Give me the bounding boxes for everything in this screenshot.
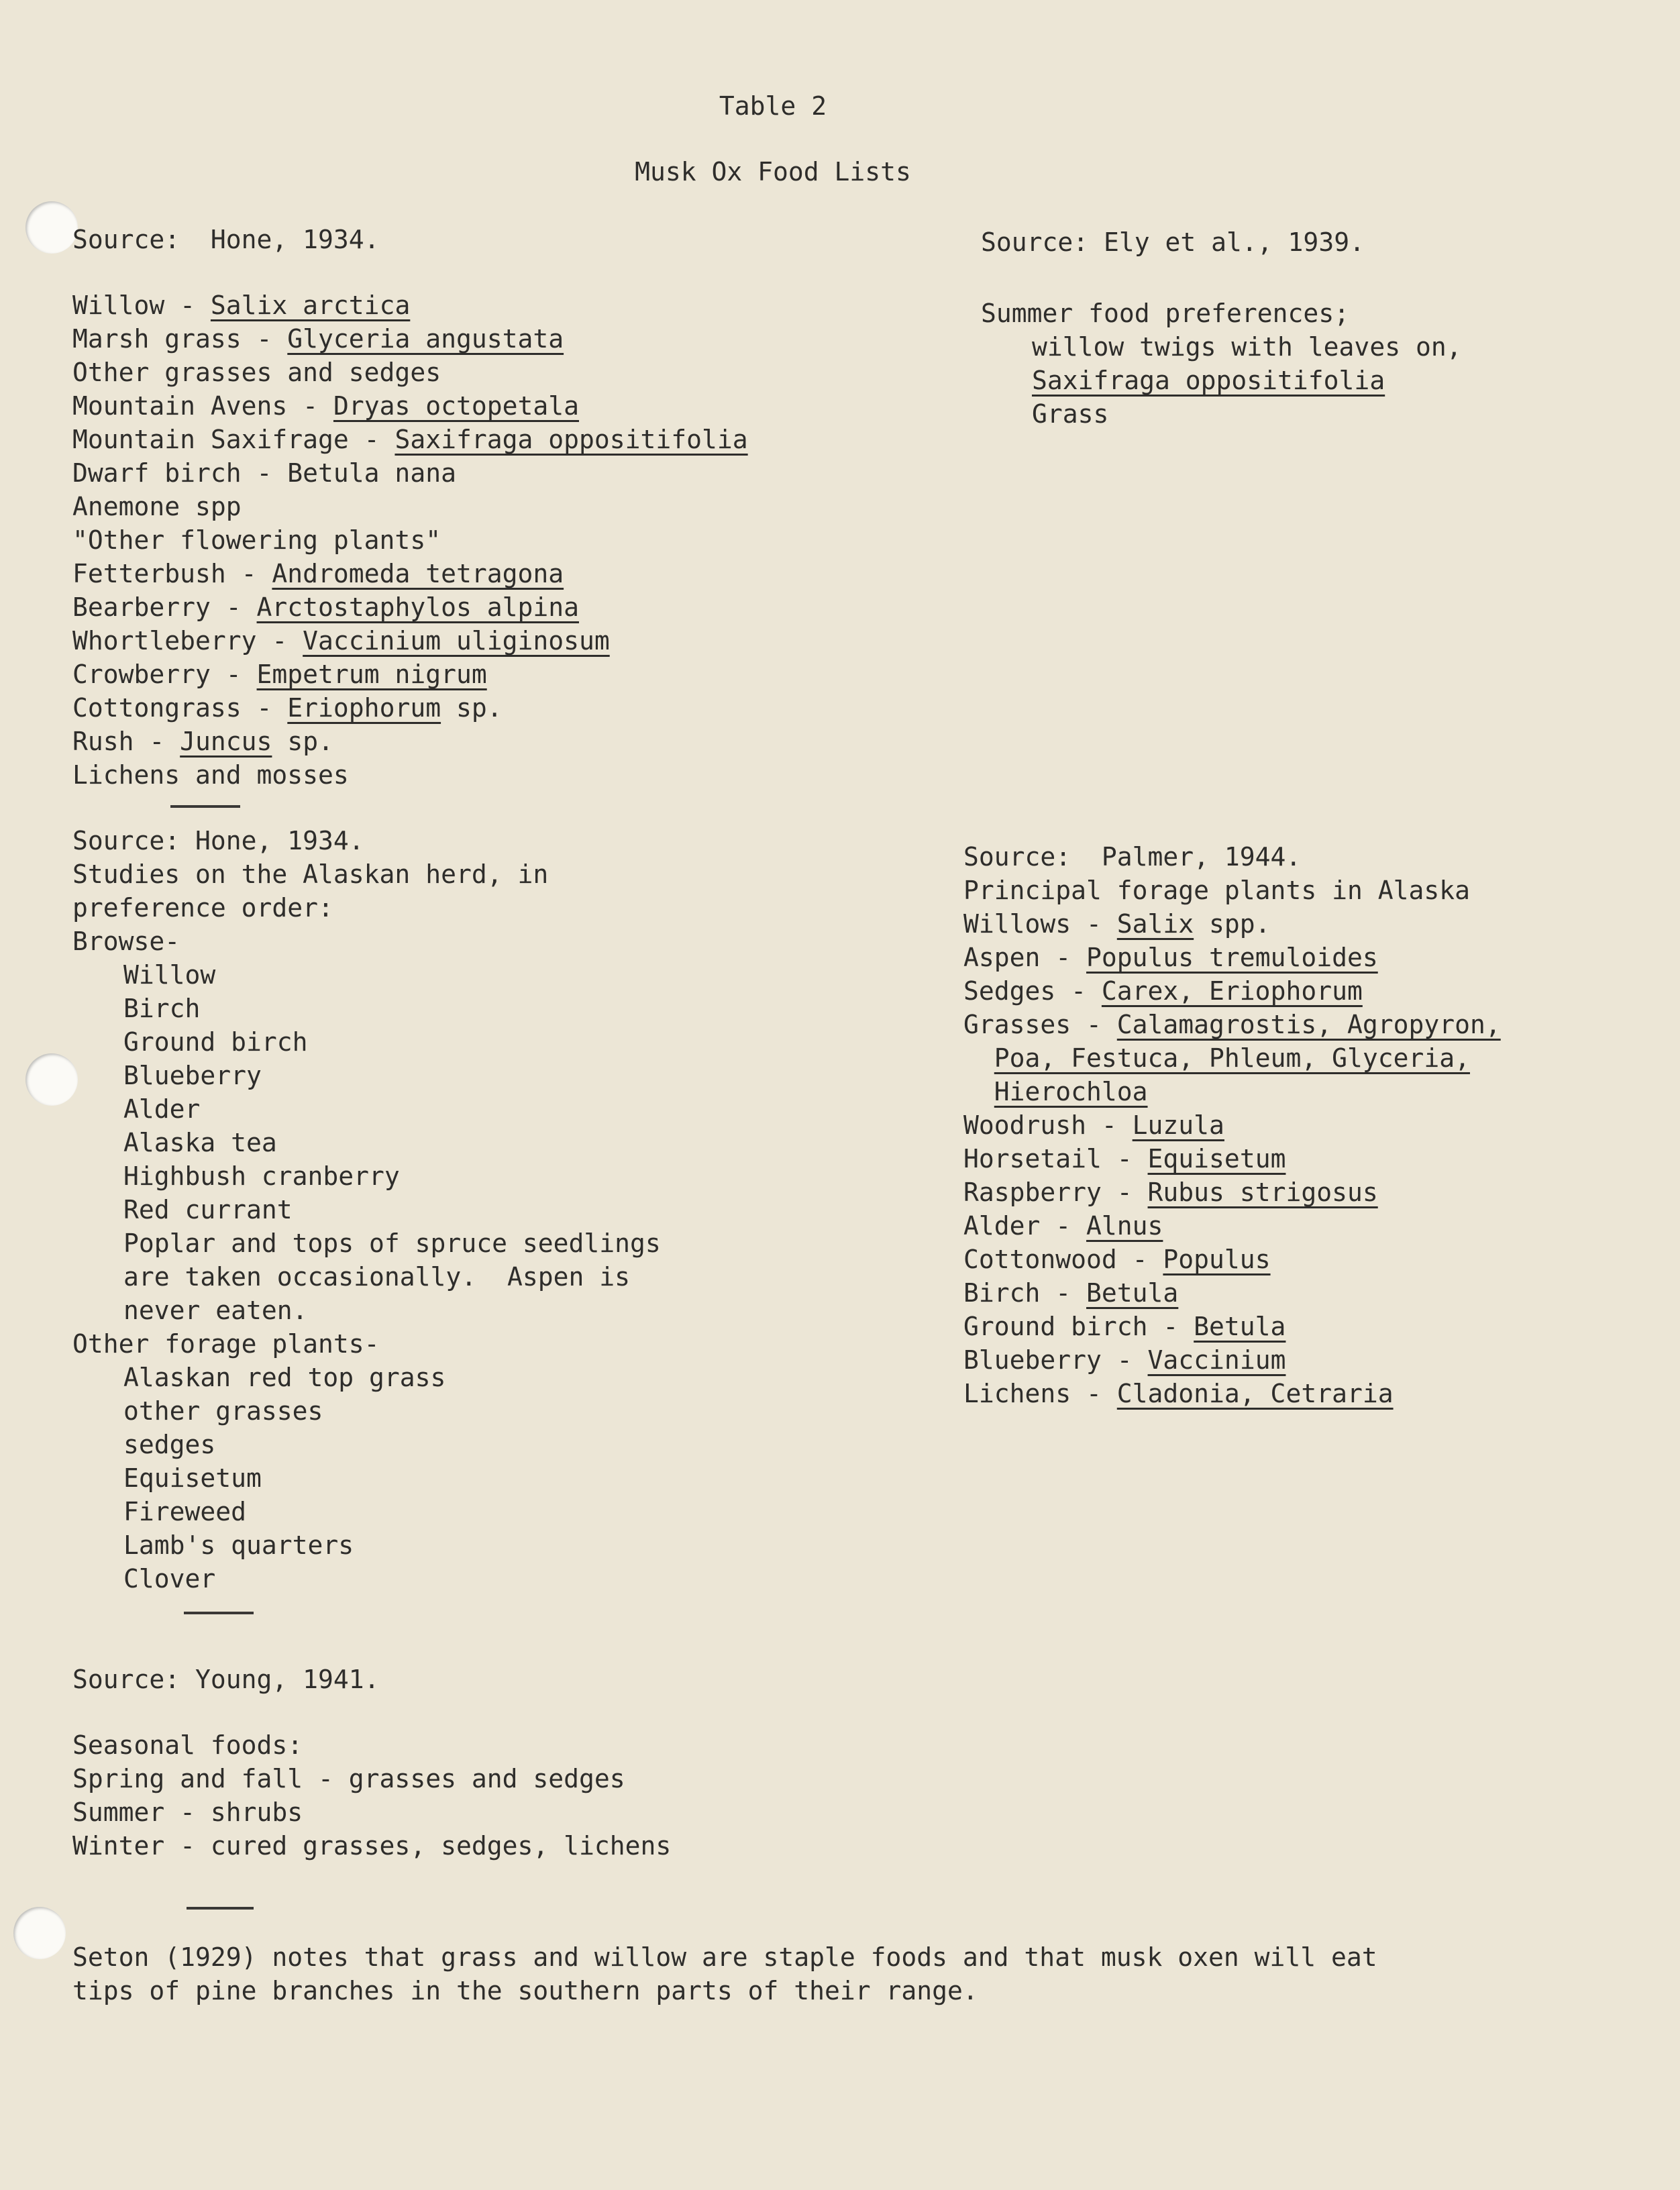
browse-item: Blueberry [123, 1061, 262, 1090]
plant-scientific-name: Andromeda tetragona [272, 559, 564, 588]
ely-1939-heading: Summer food preferences; [981, 299, 1350, 328]
plant-common-name: Willow - [72, 291, 211, 320]
plant-scientific-name: Betula [1086, 1278, 1179, 1308]
young-1941-source: Source: Young, 1941. [72, 1665, 380, 1694]
food-list-item [963, 1008, 1501, 1041]
section-divider [170, 805, 240, 808]
food-list-item [963, 1108, 1224, 1142]
food-list-item [72, 456, 456, 490]
food-list-item [963, 974, 1363, 1008]
food-list-item [963, 1310, 1285, 1343]
plant-common-name: Whortleberry - [72, 626, 303, 656]
plant-common-name: Aspen - [963, 943, 1087, 972]
plant-common-name: Anemone spp [72, 492, 242, 521]
forage-item: Clover [123, 1564, 216, 1594]
plant-scientific-name: Empetrum nigrum [256, 660, 487, 689]
plant-common-name: Alder - [963, 1211, 1087, 1241]
plant-common-name: Horsetail - [963, 1144, 1148, 1174]
food-list-item [72, 389, 579, 423]
browse-item: never eaten. [123, 1296, 308, 1325]
section-divider [187, 1907, 254, 1910]
plant-common-name: Marsh grass - [72, 324, 288, 354]
plant-scientific-name: Betula [1194, 1312, 1286, 1341]
plant-scientific-name: Glyceria angustata [287, 324, 564, 354]
food-list-item [963, 941, 1378, 974]
plant-scientific-name: Salix arctica [210, 291, 411, 320]
plant-suffix: sp. [272, 727, 333, 756]
plant-common-name: Cottongrass - [72, 693, 288, 723]
plant-suffix: sp. [441, 693, 503, 723]
plant-common-name: Sedges - [963, 976, 1102, 1006]
plant-scientific-name: Salix [1116, 909, 1194, 939]
plant-common-name: Lichens and mosses [72, 760, 349, 790]
food-list-item [72, 490, 242, 523]
ely-1939-line-1: willow twigs with leaves on, [1032, 332, 1462, 362]
young-1941-line: Summer - shrubs [72, 1797, 303, 1827]
hone-1934-b-intro-1: Studies on the Alaskan herd, in [72, 859, 549, 889]
plant-common-name: Ground birch - [963, 1312, 1194, 1341]
plant-common-name: Lichens - [963, 1379, 1117, 1408]
palmer-1944-source: Source: Palmer, 1944. [963, 842, 1302, 872]
browse-item: Birch [123, 994, 201, 1023]
plant-scientific-name: Saxifraga oppositifolia [395, 425, 748, 454]
plant-scientific-name: Populus [1163, 1245, 1271, 1274]
plant-common-name: Bearberry - [72, 592, 257, 622]
food-list-item [963, 1343, 1285, 1377]
plant-scientific-name: Eriophorum [287, 693, 441, 723]
plant-scientific-name: Dryas octopetala [333, 391, 579, 421]
plant-common-name: Other grasses and sedges [72, 358, 441, 387]
plant-scientific-name: Vaccinium [1147, 1345, 1286, 1375]
ely-1939-line-2: Saxifraga oppositifolia [1032, 366, 1385, 395]
plant-common-name: Fetterbush - [72, 559, 272, 588]
section-divider [184, 1612, 254, 1614]
food-list-item [72, 557, 564, 590]
plant-common-name: Cottonwood - [963, 1245, 1163, 1274]
food-list-item [72, 590, 579, 624]
food-list-item [72, 624, 610, 658]
punch-hole-bottom [13, 1907, 66, 1959]
browse-item: Ground birch [123, 1027, 308, 1057]
plant-scientific-name: Luzula [1132, 1110, 1224, 1140]
forage-item: Lamb's quarters [123, 1530, 354, 1560]
plant-scientific-name: Equisetum [1147, 1144, 1286, 1174]
browse-item: Alder [123, 1094, 201, 1124]
punch-hole-middle [25, 1053, 78, 1106]
food-list-item [72, 691, 503, 725]
plant-common-name: Rush - [72, 727, 180, 756]
food-list-item [963, 1075, 1148, 1108]
plant-common-name: Mountain Avens - [72, 391, 333, 421]
food-list-item [963, 1041, 1470, 1075]
food-list-item [72, 289, 410, 322]
food-list-item [72, 322, 564, 356]
seton-note-line-2: tips of pine branches in the southern parts of their range. [72, 1976, 978, 2005]
food-list-item [72, 356, 441, 389]
plant-common-name: Birch - [963, 1278, 1087, 1308]
plant-common-name [963, 1077, 994, 1106]
forage-item: other grasses [123, 1396, 323, 1426]
plant-scientific-name: Alnus [1086, 1211, 1163, 1241]
table-subtitle: Musk Ox Food Lists [635, 157, 911, 187]
plant-scientific-name: Cladonia, Cetraria [1116, 1379, 1394, 1408]
browse-item: are taken occasionally. Aspen is [123, 1262, 630, 1292]
food-list-item [72, 758, 349, 792]
hone-1934-b-intro-2: preference order: [72, 893, 333, 923]
punch-hole-top [25, 201, 78, 254]
food-list-item [963, 1276, 1178, 1310]
food-list-item [963, 1176, 1378, 1209]
plant-scientific-name: Arctostaphylos alpina [256, 592, 579, 622]
food-list-item [963, 1142, 1285, 1176]
palmer-1944-heading: Principal forage plants in Alaska [963, 876, 1470, 905]
plant-scientific-name: Populus tremuloides [1086, 943, 1378, 972]
plant-suffix: spp. [1194, 909, 1271, 939]
food-list-item [963, 907, 1271, 941]
hone-1934-a-source: Source: Hone, 1934. [72, 225, 380, 254]
browse-item: Highbush cranberry [123, 1161, 400, 1191]
other-forage-label: Other forage plants- [72, 1329, 380, 1359]
food-list-item [963, 1209, 1163, 1243]
plant-common-name: Grasses - [963, 1010, 1117, 1039]
ely-1939-source: Source: Ely et al., 1939. [981, 227, 1365, 257]
young-1941-line: Spring and fall - grasses and sedges [72, 1764, 625, 1793]
young-1941-heading: Seasonal foods: [72, 1730, 303, 1760]
browse-item: Willow [123, 960, 216, 990]
seton-note-line-1: Seton (1929) notes that grass and willow are staple foods and that musk oxen will eat [72, 1942, 1377, 1972]
browse-item: Poplar and tops of spruce seedlings [123, 1229, 661, 1258]
forage-item: Fireweed [123, 1497, 247, 1526]
plant-scientific-name: Calamagrostis, Agropyron, [1116, 1010, 1501, 1039]
browse-label: Browse- [72, 927, 180, 956]
plant-common-name: Crowberry - [72, 660, 257, 689]
food-list-item [963, 1243, 1271, 1276]
young-1941-line: Winter - cured grasses, sedges, lichens [72, 1831, 672, 1861]
food-list-item [72, 658, 487, 691]
plant-common-name [963, 1043, 994, 1073]
food-list-item [963, 1377, 1394, 1410]
food-list-item [72, 423, 748, 456]
plant-scientific-name: Rubus strigosus [1147, 1178, 1378, 1207]
plant-common-name: Raspberry - [963, 1178, 1148, 1207]
plant-scientific-name: Vaccinium uliginosum [303, 626, 610, 656]
plant-common-name: Blueberry - [963, 1345, 1148, 1375]
plant-common-name: "Other flowering plants" [72, 525, 441, 555]
plant-scientific-name: Carex, Eriophorum [1101, 976, 1363, 1006]
browse-item: Alaska tea [123, 1128, 277, 1157]
food-list-item [72, 523, 441, 557]
plant-scientific-name: Poa, Festuca, Phleum, Glyceria, [994, 1043, 1470, 1073]
plant-common-name: Willows - [963, 909, 1117, 939]
forage-item: sedges [123, 1430, 216, 1459]
plant-common-name: Woodrush - [963, 1110, 1133, 1140]
hone-1934-b-source: Source: Hone, 1934. [72, 826, 364, 855]
plant-common-name: Mountain Saxifrage - [72, 425, 395, 454]
browse-item: Red currant [123, 1195, 293, 1224]
forage-item: Alaskan red top grass [123, 1363, 446, 1392]
plant-scientific-name: Juncus [180, 727, 272, 756]
table-title: Table 2 [719, 91, 827, 121]
food-list-item [72, 725, 333, 758]
plant-common-name: Dwarf birch - Betula nana [72, 458, 456, 488]
forage-item: Equisetum [123, 1463, 262, 1493]
ely-1939-line-3: Grass [1032, 399, 1109, 429]
plant-scientific-name: Hierochloa [994, 1077, 1148, 1106]
